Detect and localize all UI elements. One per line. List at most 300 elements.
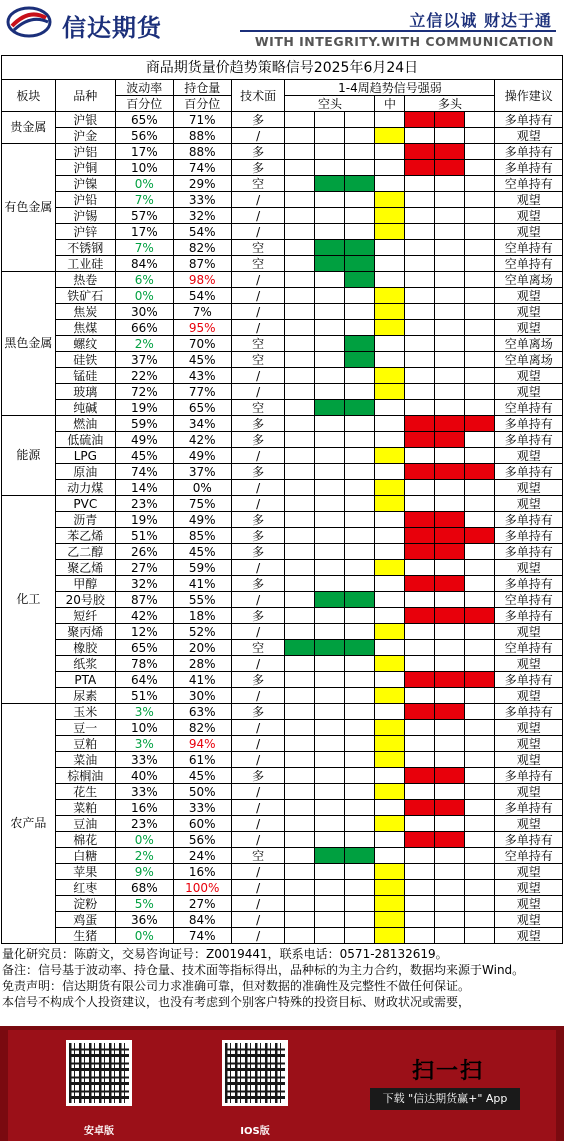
table-row [2,768,563,784]
signal-cell [375,432,405,448]
signal-cell [375,128,405,144]
table-row [2,288,563,304]
open-interest-pct: 42% [173,432,231,448]
volatility-pct: 49% [115,432,173,448]
signal-cell [375,384,405,400]
table-row [2,400,563,416]
signal-cell [465,512,495,528]
advice: 观望 [495,864,563,880]
signal-cell [375,928,405,944]
open-interest-pct: 56% [173,832,231,848]
signal-cell [315,320,345,336]
open-interest-pct: 98% [173,272,231,288]
signal-cell [405,880,435,896]
advice: 观望 [495,384,563,400]
technical-signal: / [231,224,285,240]
advice: 观望 [495,656,563,672]
signal-cell [375,352,405,368]
product-name: 尿素 [55,688,115,704]
signal-cell [435,112,465,128]
signal-cell [345,928,375,944]
signal-cell [315,112,345,128]
advice: 空单持有 [495,848,563,864]
open-interest-pct: 88% [173,128,231,144]
volatility-pct: 66% [115,320,173,336]
signal-cell [315,608,345,624]
signal-cell [345,192,375,208]
signal-cell [405,272,435,288]
advice: 观望 [495,896,563,912]
technical-signal: / [231,624,285,640]
advice: 观望 [495,784,563,800]
advice: 多单持有 [495,768,563,784]
signal-cell [285,240,315,256]
sector-name: 贵金属 [2,112,56,144]
advice: 空单持有 [495,176,563,192]
signal-cell [315,624,345,640]
signal-cell [405,608,435,624]
volatility-pct: 57% [115,208,173,224]
technical-signal: / [231,592,285,608]
signal-cell [405,320,435,336]
signal-cell [405,864,435,880]
signal-cell [405,416,435,432]
signal-cell [315,304,345,320]
signal-cell [375,816,405,832]
signal-cell [345,784,375,800]
technical-signal: 多 [231,768,285,784]
open-interest-pct: 0% [173,480,231,496]
advice: 多单持有 [495,112,563,128]
signal-cell [285,320,315,336]
signal-cell [315,816,345,832]
open-interest-pct: 7% [173,304,231,320]
signal-cell [315,672,345,688]
product-name: 燃油 [55,416,115,432]
volatility-pct: 65% [115,112,173,128]
ios-qr-code[interactable] [222,1040,288,1106]
signal-cell [345,480,375,496]
signal-cell [465,288,495,304]
technical-signal: / [231,480,285,496]
technical-signal: / [231,384,285,400]
volatility-pct: 9% [115,864,173,880]
table-row [2,624,563,640]
product-name: 沪锌 [55,224,115,240]
signal-cell [345,112,375,128]
table-row [2,384,563,400]
signal-cell [405,640,435,656]
table-row [2,528,563,544]
signal-cell [435,928,465,944]
signal-cell [345,272,375,288]
signal-cell [465,880,495,896]
advice: 观望 [495,928,563,944]
signal-cell [465,848,495,864]
signal-cell [375,304,405,320]
signal-cell [375,320,405,336]
signal-cell [405,768,435,784]
signal-cell [375,512,405,528]
signal-cell [465,480,495,496]
volatility-pct: 23% [115,496,173,512]
technical-signal: 多 [231,528,285,544]
signal-cell [285,656,315,672]
advice: 观望 [495,320,563,336]
volatility-pct: 0% [115,176,173,192]
signal-cell [465,464,495,480]
advice: 多单持有 [495,672,563,688]
signal-cell [345,576,375,592]
signal-cell [375,864,405,880]
product-name: 乙二醇 [55,544,115,560]
table-row [2,832,563,848]
signal-cell [435,432,465,448]
signal-cell [465,144,495,160]
scan-text: 扫一扫 [412,1059,485,1084]
signal-cell [375,448,405,464]
advice: 观望 [495,304,563,320]
volatility-pct: 0% [115,288,173,304]
product-name: 工业硅 [55,256,115,272]
signal-cell [465,800,495,816]
signal-cell [285,928,315,944]
signal-cell [405,144,435,160]
signal-cell [345,848,375,864]
signal-cell [315,576,345,592]
signal-table [1,55,563,944]
advice: 多单持有 [495,832,563,848]
signal-cell [435,240,465,256]
signal-cell [465,912,495,928]
volatility-pct: 51% [115,528,173,544]
signal-cell [285,800,315,816]
signal-cell [435,544,465,560]
signal-cell [465,176,495,192]
signal-cell [465,752,495,768]
signal-cell [345,384,375,400]
product-name: 焦炭 [55,304,115,320]
download-app-button[interactable]: 下载 "信达期货赢+" App [370,1088,520,1110]
product-name: 红枣 [55,880,115,896]
signal-cell [345,672,375,688]
signal-cell [345,224,375,240]
open-interest-pct: 54% [173,224,231,240]
technical-signal: 多 [231,464,285,480]
technical-signal: / [231,736,285,752]
researcher-info: 量化研究员：陈蔚文，交易咨询证号：Z0019441，联系电话：0571-28132619。 [2,947,448,961]
signal-cell [435,912,465,928]
table-row [2,848,563,864]
table-row [2,160,563,176]
signal-cell [405,176,435,192]
ios-label: IOS版 [240,1126,270,1137]
technical-signal: / [231,448,285,464]
signal-cell [375,640,405,656]
open-interest-pct: 16% [173,864,231,880]
volatility-pct: 42% [115,608,173,624]
volatility-pct: 87% [115,592,173,608]
volatility-pct: 10% [115,160,173,176]
signal-cell [405,752,435,768]
product-name: 苹果 [55,864,115,880]
signal-cell [465,720,495,736]
technical-signal: / [231,864,285,880]
signal-cell [345,832,375,848]
open-interest-pct: 37% [173,464,231,480]
product-name: 沪金 [55,128,115,144]
advice: 多单持有 [495,144,563,160]
product-name: 苯乙烯 [55,528,115,544]
signal-cell [435,768,465,784]
table-row [2,640,563,656]
signal-cell [375,576,405,592]
signal-cell [285,832,315,848]
signal-cell [435,464,465,480]
open-interest-pct: 18% [173,608,231,624]
signal-cell [405,160,435,176]
volatility-pct: 2% [115,848,173,864]
product-name: 生猪 [55,928,115,944]
open-interest-pct: 41% [173,672,231,688]
signal-cell [375,656,405,672]
product-name: 甲醇 [55,576,115,592]
product-name: 豆一 [55,720,115,736]
signal-cell [465,128,495,144]
signal-cell [285,752,315,768]
volatility-pct: 19% [115,512,173,528]
product-name: 鸡蛋 [55,912,115,928]
signal-cell [345,656,375,672]
advice: 多单持有 [495,416,563,432]
signal-cell [315,464,345,480]
product-name: 锰硅 [55,368,115,384]
signal-cell [465,272,495,288]
volatility-pct: 64% [115,672,173,688]
table-row [2,176,563,192]
signal-cell [315,928,345,944]
volatility-pct: 6% [115,272,173,288]
signal-cell [405,240,435,256]
open-interest-pct: 70% [173,336,231,352]
signal-cell [345,352,375,368]
signal-cell [315,480,345,496]
table-row [2,368,563,384]
signal-cell [315,288,345,304]
signal-cell [375,224,405,240]
product-name: 螺纹 [55,336,115,352]
signal-cell [405,848,435,864]
signal-cell [315,416,345,432]
open-interest-pct: 87% [173,256,231,272]
signal-cell [375,736,405,752]
technical-signal: 多 [231,608,285,624]
signal-cell [315,832,345,848]
product-name: 棕榈油 [55,768,115,784]
signal-cell [405,256,435,272]
signal-cell [285,864,315,880]
technical-signal: 多 [231,672,285,688]
table-row [2,432,563,448]
product-name: 铁矿石 [55,288,115,304]
signal-cell [375,688,405,704]
product-name: 硅铁 [55,352,115,368]
product-name: 原油 [55,464,115,480]
signal-cell [285,688,315,704]
android-label: 安卓版 [84,1126,114,1137]
signal-cell [435,752,465,768]
signal-cell [345,512,375,528]
signal-cell [315,128,345,144]
advice: 观望 [495,480,563,496]
signal-cell [435,304,465,320]
signal-cell [405,496,435,512]
product-name: 沪铜 [55,160,115,176]
company-logo-icon [6,6,52,38]
volatility-pct: 68% [115,880,173,896]
signal-cell [435,896,465,912]
signal-cell [345,896,375,912]
signal-cell [435,208,465,224]
table-row [2,192,563,208]
advice: 空单持有 [495,592,563,608]
signal-cell [315,224,345,240]
signal-cell [465,768,495,784]
sector-name: 黑色金属 [2,272,56,416]
technical-signal: 多 [231,576,285,592]
signal-cell [435,848,465,864]
signal-cell [465,416,495,432]
open-interest-pct: 45% [173,544,231,560]
signal-cell [315,848,345,864]
product-name: PVC [55,496,115,512]
product-name: 玉米 [55,704,115,720]
technical-signal: 多 [231,432,285,448]
signal-cell [405,368,435,384]
technical-signal: 多 [231,144,285,160]
signal-cell [375,544,405,560]
signal-cell [405,400,435,416]
signal-cell [465,112,495,128]
signal-cell [465,448,495,464]
signal-cell [375,592,405,608]
advice: 多单持有 [495,704,563,720]
signal-cell [285,384,315,400]
open-interest-pct: 74% [173,928,231,944]
signal-cell [435,160,465,176]
volatility-pct: 45% [115,448,173,464]
signal-cell [435,576,465,592]
signal-cell [345,208,375,224]
signal-cell [435,656,465,672]
signal-cell [405,832,435,848]
open-interest-pct: 85% [173,528,231,544]
product-name: 沪银 [55,112,115,128]
signal-cell [405,720,435,736]
advice: 观望 [495,720,563,736]
signal-cell [465,208,495,224]
open-interest-pct: 84% [173,912,231,928]
signal-cell [285,128,315,144]
header-mid: 中 [375,96,405,112]
signal-cell [435,672,465,688]
open-interest-pct: 95% [173,320,231,336]
signal-cell [345,864,375,880]
table-row [2,416,563,432]
signal-cell [345,528,375,544]
table-row [2,128,563,144]
signal-cell [405,448,435,464]
table-row [2,480,563,496]
signal-cell [435,448,465,464]
signal-cell [315,352,345,368]
signal-cell [375,624,405,640]
technical-signal: 多 [231,112,285,128]
signal-cell [435,192,465,208]
signal-cell [375,464,405,480]
signal-cell [465,832,495,848]
table-row [2,816,563,832]
technical-signal: 多 [231,416,285,432]
advice: 多单持有 [495,512,563,528]
signal-cell [345,448,375,464]
signal-cell [435,128,465,144]
volatility-pct: 27% [115,560,173,576]
signal-cell [315,880,345,896]
signal-cell [465,896,495,912]
advice: 空单持有 [495,240,563,256]
signal-cell [405,288,435,304]
signal-cell [285,208,315,224]
volatility-pct: 17% [115,224,173,240]
technical-signal: / [231,288,285,304]
open-interest-pct: 65% [173,400,231,416]
signal-cell [345,640,375,656]
signal-cell [405,464,435,480]
product-name: 橡胶 [55,640,115,656]
signal-cell [315,896,345,912]
volatility-pct: 36% [115,912,173,928]
android-qr-code[interactable] [66,1040,132,1106]
signal-cell [315,144,345,160]
signal-cell [405,576,435,592]
signal-cell [435,496,465,512]
slogan-english: WITH INTEGRITY.WITH COMMUNICATION [254,34,554,49]
signal-cell [345,432,375,448]
signal-cell [435,224,465,240]
signal-cell [405,624,435,640]
header [0,0,564,54]
advice: 观望 [495,560,563,576]
product-name: PTA [55,672,115,688]
signal-cell [465,256,495,272]
technical-signal: 空 [231,240,285,256]
signal-cell [375,192,405,208]
open-interest-pct: 82% [173,720,231,736]
signal-cell [375,832,405,848]
volatility-pct: 23% [115,816,173,832]
signal-cell [345,608,375,624]
volatility-pct: 3% [115,704,173,720]
open-interest-pct: 41% [173,576,231,592]
signal-cell [285,336,315,352]
signal-cell [375,480,405,496]
table-row [2,464,563,480]
signal-cell [285,544,315,560]
product-name: 淀粉 [55,896,115,912]
signal-cell [375,912,405,928]
volatility-pct: 3% [115,736,173,752]
